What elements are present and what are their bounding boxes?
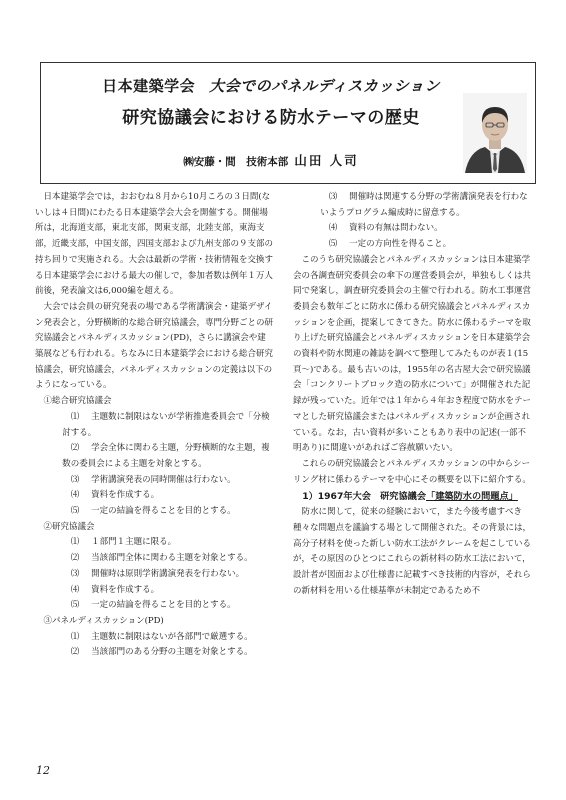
list-item-text: 資料を作成する。	[91, 490, 160, 501]
list-item	[35, 551, 273, 567]
section-topic: 「建築防水の問題点」	[426, 491, 518, 503]
left-column	[35, 190, 273, 661]
list-item-number: ⑷	[70, 490, 80, 501]
paragraph: これらの研究協議会とパネルディスカッションの中からシーリング材に係わるテーマを中心にその概要を以下に紹介する。	[293, 458, 531, 485]
series-theme: 大会でのパネルディスカッション	[209, 77, 440, 95]
paragraph: 大会では会員の研究発表の場である学術講演会・建築デザイン発表会と，分野横断的な総合研究協議会，専門分野ごとの研究協議会とパネルディスカッション(PD)，さらに講演会や建築展なども行われる。ちなみに日本建築学会における総合研究協議会，研究協議会，パネルディスカッションの定義は以下のようになっている。	[35, 301, 274, 391]
list-item	[35, 598, 273, 614]
page-number: 12	[36, 764, 50, 777]
list-heading: ③パネルディスカッション(PD)	[43, 615, 164, 626]
list-item	[35, 535, 273, 551]
list-item	[35, 410, 273, 441]
author-name: 山田 人司	[294, 153, 359, 168]
list-item	[35, 488, 273, 504]
list-item-text: 資料を作成する。	[91, 584, 160, 595]
list-heading: ②研究協議会	[43, 521, 95, 532]
list-item	[293, 221, 531, 237]
paragraph: 日本建築学会では，おおむね８月から10月ころの３日間(ないしは４日間)にわたる日本建築学会大会を開催する。開催場所は，北海道支部，東北支部，関東支部，北陸支部，東海支部，近畿支部，中国支部，四国支部および九州支部の９支部の持ち回りで実施される。大会は最新の学術・技術情報を交換する日本建築学会における最大の催しで，参加者数は例年１万人前後，発表論文は6,000編を超える。	[35, 192, 274, 297]
list-item-text: 開催時は関連する分野の学術講演発表を行わないようプログラム編成時に留意する。	[320, 192, 528, 218]
list-item	[35, 441, 273, 472]
list-item-number: ⑸	[328, 239, 338, 250]
list-item	[35, 630, 273, 646]
list-item-number: ⑶	[328, 192, 338, 202]
list-item-number: ⑸	[70, 506, 80, 517]
list-item-number: ⑵	[70, 443, 80, 454]
right-column	[293, 190, 531, 600]
list-item-number: ⑶	[70, 568, 80, 579]
byline	[41, 151, 501, 169]
list-item-text: 当該部門全体に関わる主題を対象とする。	[91, 553, 253, 564]
series-title	[41, 75, 501, 96]
article-header	[40, 62, 536, 184]
list-item-number: ⑸	[70, 600, 80, 611]
list-item	[35, 473, 273, 489]
author-affiliation: ㈱安藤・間 技術本部	[183, 156, 289, 168]
list-item	[35, 567, 273, 583]
paragraph: このうち研究協議会とパネルディスカッションは日本建築学会の各調査研究委員会の傘下の運営委員会が，単独もしくは共同で発案し，調査研究委員会の主催で行われる。防水工事運営委員会も数年ごとに防水に係わる研究協議会とパネルディスカッションを企画，提案してきてきた。防水に係わるテーマを取り上げた研究協議会とパネルディスカッションを日本建築学会の資料や防水関連の雑誌を調べて整理してみたものが表１(15頁～)である。最も古いのは，1955年の名古屋大会で研究協議会「コンクリートブロック造の防水について」が開催された記録が残っていた。近年では１年から４年おき程度で防水をテーマとした研究協議会またはパネルディスカッションが企画されている。なお，古い資料が多いこともあり表中の記述(一部不明あり)に間違いがあればご容赦願いたい。	[293, 254, 532, 454]
list-item-text: 主題数に制限はないが学術推進委員会で「分検討する。	[62, 411, 270, 438]
article-title: 研究協議会における防水テーマの歴史	[122, 108, 420, 128]
paragraph: 防水に関して，従来の経験において，また今後考慮すべき種々な問題点を議論する場として開催された。その背景には，高分子材料を使った新しい防水工法がクレームを起こしているが，その原因のひとつにこれらの新材料の防水工法において，設計者が図面および仕様書に記載すべき技術的内容が，それらの新材料を用いる仕様基準が未制定であるため不	[293, 507, 532, 596]
list-item-text: 資料の有無は問わない。	[349, 223, 443, 234]
list-item-number: ⑵	[70, 647, 80, 658]
list-item	[35, 583, 273, 599]
author-photo	[463, 93, 527, 173]
list-item-number: ⑷	[70, 584, 80, 595]
list-item-text: 一定の結論を得ることを目的とする。	[91, 600, 236, 611]
list-item-text: 学術講演発表の同時開催は行わない。	[91, 474, 236, 485]
section-label: 1）1967年大会 研究協議会	[302, 491, 427, 503]
section-heading	[293, 488, 531, 505]
list-item-number: ⑴	[70, 411, 80, 422]
list-item-text: 主題数に制限はないが各部門で厳選する。	[91, 631, 253, 642]
list-item	[293, 190, 531, 221]
list-item	[35, 645, 273, 661]
list-heading: ①総合研究協議会	[43, 396, 112, 407]
list-item-text: 当該部門のある分野の主題を対象とする。	[91, 647, 253, 658]
list-item	[293, 237, 531, 253]
list-item-number: ⑴	[70, 537, 80, 548]
list-item	[35, 504, 273, 520]
list-item-number: ⑶	[70, 474, 80, 485]
list-item-text: 開催時は原則学術講演発表を行わない。	[91, 568, 245, 579]
list-item-number: ⑷	[328, 223, 338, 234]
list-item-text: 一定の結論を得ることを目的とする。	[91, 506, 236, 517]
list-item-text: 学会全体に関わる主題，分野横断的な主題，複数の委員会による主題を対象とする。	[62, 443, 270, 469]
list-item-text: 一定の方向性を得ること。	[349, 239, 452, 250]
series-name: 日本建築学会	[102, 77, 196, 95]
list-item-number: ⑴	[70, 631, 80, 642]
list-item-number: ⑵	[70, 553, 80, 564]
list-item-text: １部門１主題に限る。	[91, 537, 177, 548]
